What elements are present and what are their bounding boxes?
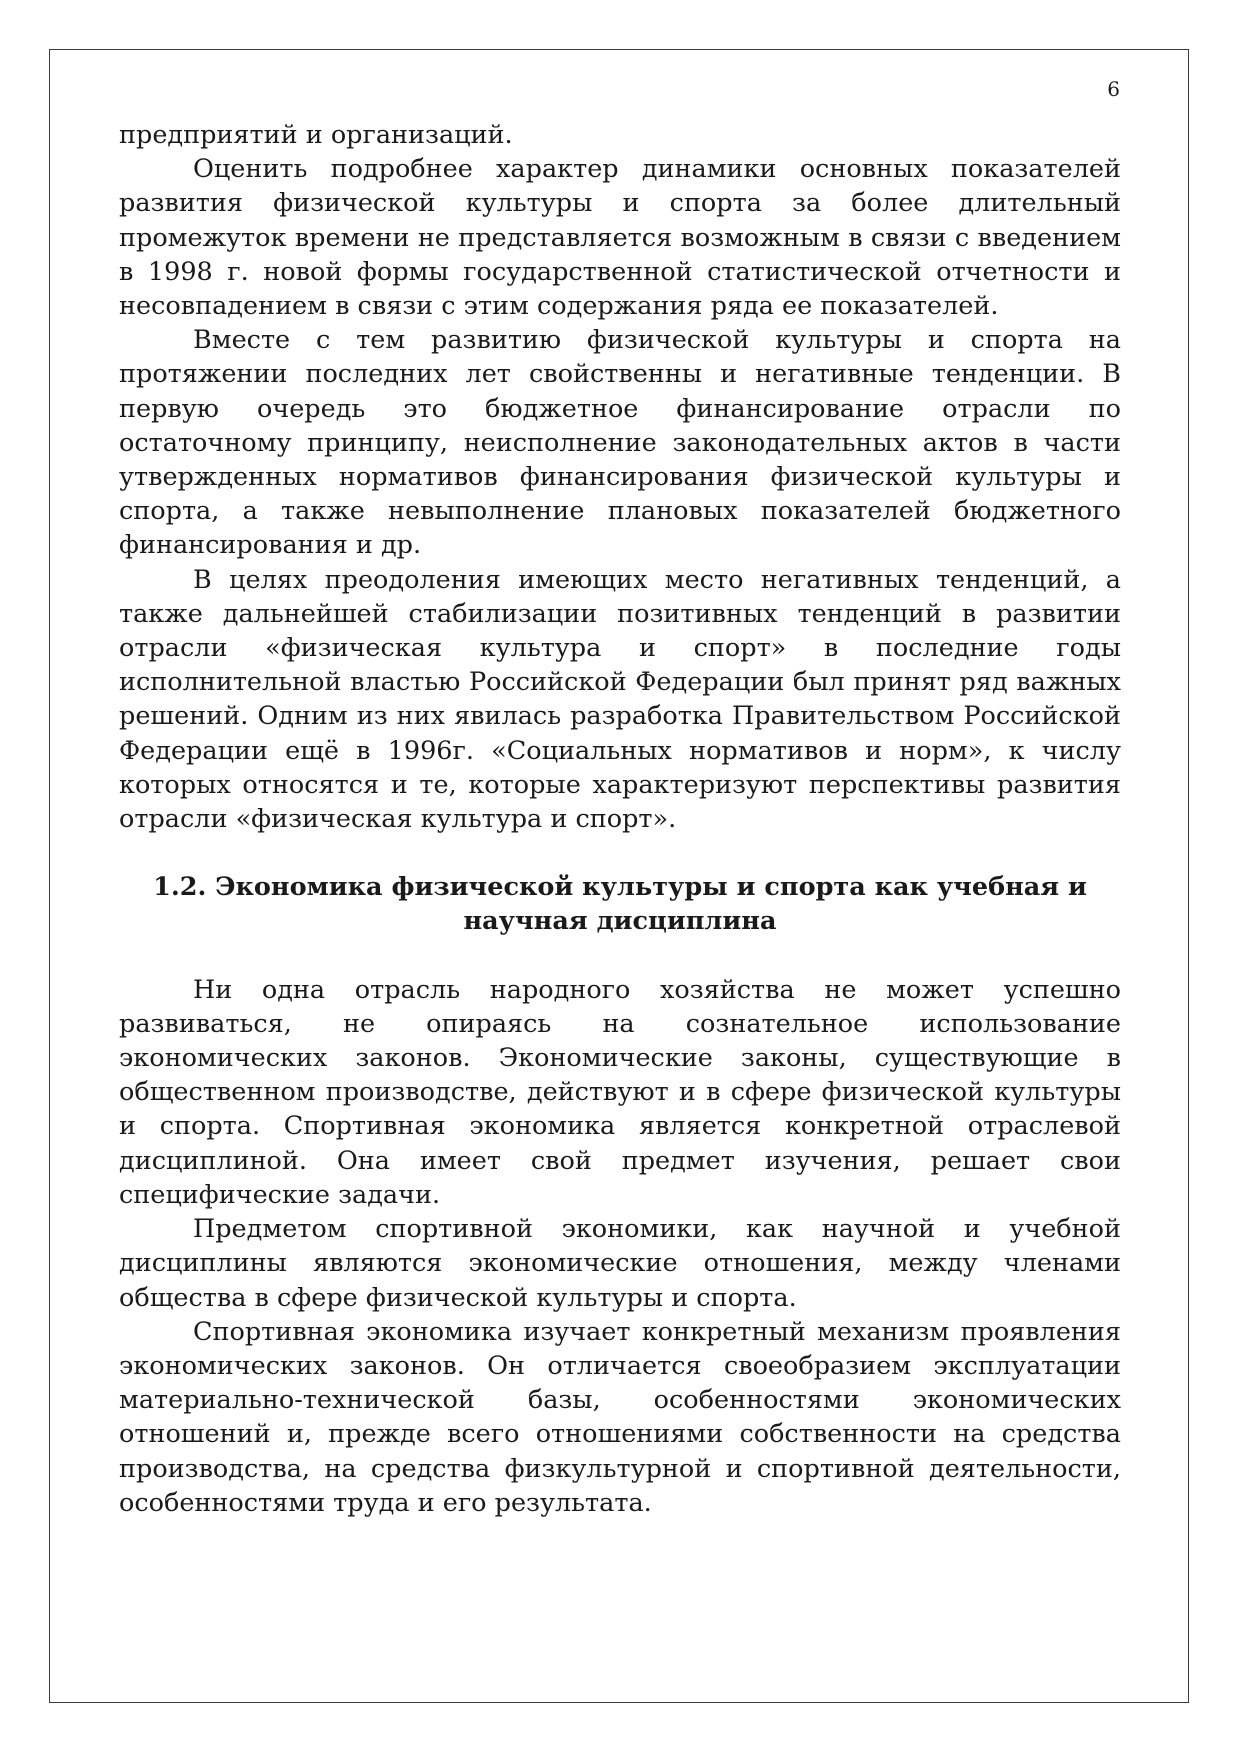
- paragraph: Ни одна отрасль народного хозяйства не может успешно развиваться, не опираясь на сознательное использование экономических законов. Экономические законы, существующие в общественном производстве, действуют и в сфере физической культуры и спорта. Спортивная экономика является конкретной отраслевой дисциплиной. Она имеет свой предмет изучения, решает свои специфические задачи.: [119, 974, 1121, 1210]
- paragraph: Спортивная экономика изучает конкретный механизм проявления экономических законов. Он отличается своеобразием эксплуатации материально-технической базы, особенностями экономических отношений и, прежде всего отношениями собственности на средства производства, на средства физкультурной и спортивной деятельности, особенностями труда и его результата.: [119, 1316, 1121, 1518]
- paragraph: Оценить подробнее характер динамики основных показателей развития физической культуры и спорта за более длительный промежуток времени не представляется возможным в связи с введением в 1998 г. новой формы государственной статистической отчетности и несовпадением в связи с этим содержания ряда ее показателей.: [119, 154, 1121, 322]
- paragraph-continuation: предприятий и организаций.: [119, 120, 513, 150]
- paragraph: Вместе с тем развитию физической культуры и спорта на протяжении последних лет свойственны и негативные тенденции. В первую очередь это бюджетное финансирование отрасли по остаточному принципу, неисполнение законодательных актов в части утвержденных нормативов финансирования физической культуры и спорта, а также невыполнение плановых показателей бюджетного финансирования и др.: [119, 325, 1121, 561]
- page-number: 6: [1107, 77, 1120, 101]
- paragraph: В целях преодоления имеющих место негативных тенденций, а также дальнейшей стабилизации позитивных тенденций в развитии отрасли «физическая культура и спорт» в последние годы исполнительной властью Российской Федерации был принят ряд важных решений. Одним из них явилась разработка Правительством Российской Федерации ещё в 1996г. «Социальных нормативов и норм», к числу которых относятся и те, которые характеризуют перспективы развития отрасли «физическая культура и спорт».: [119, 564, 1121, 835]
- section-heading: 1.2. Экономика физической культуры и спорта как учебная и научная дисциплина: [153, 872, 1087, 937]
- paragraph: Предметом спортивной экономики, как научной и учебной дисциплины являются экономические отношения, между членами общества в сфере физической культуры и спорта.: [119, 1214, 1121, 1313]
- page-body: [119, 118, 1121, 1520]
